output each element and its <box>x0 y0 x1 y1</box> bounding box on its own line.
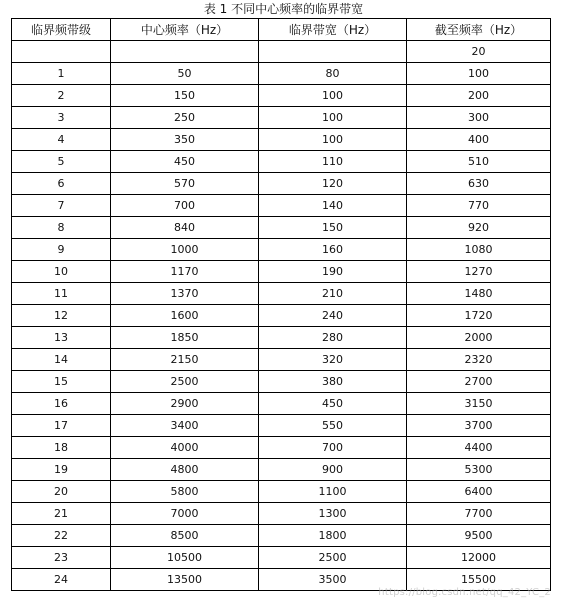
cell-critical-bandwidth: 240 <box>259 305 407 327</box>
table-row <box>12 239 551 261</box>
cell-band-level: 13 <box>12 327 111 349</box>
header-critical-bandwidth: 临界带宽（Hz） <box>259 19 407 41</box>
cell-band-level: 1 <box>12 63 111 85</box>
cell-band-level: 16 <box>12 393 111 415</box>
cell-critical-bandwidth: 280 <box>259 327 407 349</box>
cell-center-frequency: 840 <box>111 217 259 239</box>
cell-band-level: 4 <box>12 129 111 151</box>
table-row <box>12 107 551 129</box>
cell-critical-bandwidth: 110 <box>259 151 407 173</box>
cell-band-level: 21 <box>12 503 111 525</box>
cell-band-level: 20 <box>12 481 111 503</box>
cell-center-frequency: 2150 <box>111 349 259 371</box>
cell-band-level: 9 <box>12 239 111 261</box>
cell-band-level: 12 <box>12 305 111 327</box>
cell-center-frequency: 5800 <box>111 481 259 503</box>
table-row <box>12 503 551 525</box>
table-row <box>12 151 551 173</box>
header-band-level: 临界频带级 <box>12 19 111 41</box>
cell-critical-bandwidth: 3500 <box>259 569 407 591</box>
table-row <box>12 371 551 393</box>
cell-cutoff-frequency: 1080 <box>407 239 551 261</box>
cell-center-frequency: 10500 <box>111 547 259 569</box>
cell-cutoff-frequency: 200 <box>407 85 551 107</box>
table-row <box>12 129 551 151</box>
cell-center-frequency: 1600 <box>111 305 259 327</box>
cell-critical-bandwidth: 2500 <box>259 547 407 569</box>
table-row <box>12 261 551 283</box>
cell-critical-bandwidth: 700 <box>259 437 407 459</box>
cell-band-level: 18 <box>12 437 111 459</box>
cell-band-level: 7 <box>12 195 111 217</box>
table-row-initial <box>12 41 551 63</box>
cell-cutoff-frequency: 1270 <box>407 261 551 283</box>
cell-cutoff-frequency: 300 <box>407 107 551 129</box>
cell-center-frequency: 700 <box>111 195 259 217</box>
table-body <box>12 41 551 591</box>
table-row <box>12 525 551 547</box>
cell-center-frequency: 50 <box>111 63 259 85</box>
cell-band-level: 3 <box>12 107 111 129</box>
cell-cutoff-frequency: 3150 <box>407 393 551 415</box>
table-row <box>12 195 551 217</box>
cell-center-frequency: 350 <box>111 129 259 151</box>
cell-cutoff-frequency: 7700 <box>407 503 551 525</box>
cell-center-frequency: 2900 <box>111 393 259 415</box>
cell-band-level: 6 <box>12 173 111 195</box>
cell-critical-bandwidth: 320 <box>259 349 407 371</box>
table-row <box>12 481 551 503</box>
header-cutoff-frequency: 截至频率（Hz） <box>407 19 551 41</box>
table-row <box>12 283 551 305</box>
cell-critical-bandwidth: 80 <box>259 63 407 85</box>
cell-band-level: 11 <box>12 283 111 305</box>
cell-center-frequency: 1000 <box>111 239 259 261</box>
cell-band-level: 15 <box>12 371 111 393</box>
cell-band-level: 10 <box>12 261 111 283</box>
cell-cutoff-frequency: 1480 <box>407 283 551 305</box>
cell-band-level <box>12 41 111 63</box>
cell-center-frequency: 13500 <box>111 569 259 591</box>
table-row <box>12 305 551 327</box>
cell-cutoff-frequency: 4400 <box>407 437 551 459</box>
cell-center-frequency: 7000 <box>111 503 259 525</box>
table-row <box>12 173 551 195</box>
table-row <box>12 459 551 481</box>
cell-cutoff-frequency: 2320 <box>407 349 551 371</box>
cell-band-level: 2 <box>12 85 111 107</box>
table-row <box>12 327 551 349</box>
cell-critical-bandwidth: 140 <box>259 195 407 217</box>
cell-cutoff-frequency: 510 <box>407 151 551 173</box>
cell-critical-bandwidth: 190 <box>259 261 407 283</box>
cell-center-frequency: 570 <box>111 173 259 195</box>
cell-cutoff-frequency: 630 <box>407 173 551 195</box>
cell-band-level: 22 <box>12 525 111 547</box>
cell-center-frequency: 8500 <box>111 525 259 547</box>
table-row <box>12 63 551 85</box>
cell-cutoff-frequency: 2000 <box>407 327 551 349</box>
cell-critical-bandwidth: 900 <box>259 459 407 481</box>
cell-band-level: 17 <box>12 415 111 437</box>
cell-critical-bandwidth: 100 <box>259 129 407 151</box>
table-row <box>12 415 551 437</box>
cell-cutoff-frequency: 100 <box>407 63 551 85</box>
header-center-frequency: 中心频率（Hz） <box>111 19 259 41</box>
cell-center-frequency: 1170 <box>111 261 259 283</box>
cell-critical-bandwidth: 160 <box>259 239 407 261</box>
cell-center-frequency: 450 <box>111 151 259 173</box>
cell-band-level: 24 <box>12 569 111 591</box>
cell-critical-bandwidth: 210 <box>259 283 407 305</box>
cell-cutoff-frequency: 12000 <box>407 547 551 569</box>
cell-cutoff-frequency: 5300 <box>407 459 551 481</box>
cell-cutoff-frequency: 15500 <box>407 569 551 591</box>
cell-critical-bandwidth: 1100 <box>259 481 407 503</box>
cell-cutoff-frequency: 400 <box>407 129 551 151</box>
cell-band-level: 19 <box>12 459 111 481</box>
cell-center-frequency: 2500 <box>111 371 259 393</box>
cell-critical-bandwidth <box>259 41 407 63</box>
cell-band-level: 14 <box>12 349 111 371</box>
cell-critical-bandwidth: 1800 <box>259 525 407 547</box>
cell-critical-bandwidth: 550 <box>259 415 407 437</box>
cell-critical-bandwidth: 100 <box>259 107 407 129</box>
table-row <box>12 349 551 371</box>
cell-center-frequency: 4000 <box>111 437 259 459</box>
cell-band-level: 23 <box>12 547 111 569</box>
table-row <box>12 85 551 107</box>
cell-center-frequency: 150 <box>111 85 259 107</box>
cell-critical-bandwidth: 380 <box>259 371 407 393</box>
cell-cutoff-frequency: 6400 <box>407 481 551 503</box>
cell-center-frequency: 1370 <box>111 283 259 305</box>
cell-center-frequency: 1850 <box>111 327 259 349</box>
cell-center-frequency: 250 <box>111 107 259 129</box>
table-caption: 表 1 不同中心频率的临界带宽 <box>203 2 364 16</box>
watermark: https://blog.csdn.net/qq_42_YC_2 <box>378 587 551 598</box>
cell-critical-bandwidth: 120 <box>259 173 407 195</box>
table-row <box>12 217 551 239</box>
cell-cutoff-frequency: 9500 <box>407 525 551 547</box>
cell-critical-bandwidth: 1300 <box>259 503 407 525</box>
critical-band-table <box>11 18 551 591</box>
cell-center-frequency: 4800 <box>111 459 259 481</box>
cell-critical-bandwidth: 450 <box>259 393 407 415</box>
table-row <box>12 569 551 591</box>
cell-cutoff-frequency: 920 <box>407 217 551 239</box>
table-row <box>12 547 551 569</box>
header-row <box>12 19 551 41</box>
cell-critical-bandwidth: 150 <box>259 217 407 239</box>
cell-critical-bandwidth: 100 <box>259 85 407 107</box>
cell-cutoff-frequency: 3700 <box>407 415 551 437</box>
cell-cutoff-frequency: 1720 <box>407 305 551 327</box>
cell-cutoff-frequency: 20 <box>407 41 551 63</box>
cell-center-frequency <box>111 41 259 63</box>
cell-band-level: 5 <box>12 151 111 173</box>
cell-cutoff-frequency: 2700 <box>407 371 551 393</box>
table-row <box>12 437 551 459</box>
cell-cutoff-frequency: 770 <box>407 195 551 217</box>
cell-center-frequency: 3400 <box>111 415 259 437</box>
cell-band-level: 8 <box>12 217 111 239</box>
table-row <box>12 393 551 415</box>
